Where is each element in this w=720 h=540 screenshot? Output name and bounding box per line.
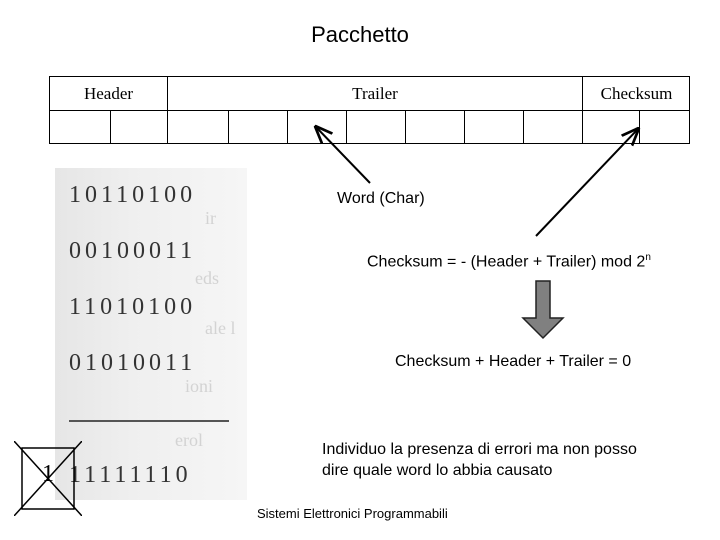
- checksum-formula: [367, 252, 651, 271]
- sum-result: 11111110: [69, 462, 192, 488]
- word-2: 00100011: [69, 238, 197, 264]
- error-note-line-1: Individuo la presenza di errori ma non posso: [322, 441, 637, 458]
- word-4: 01010011: [69, 350, 197, 376]
- checksum-field-label: Checksum: [600, 83, 673, 103]
- scan-noise: eds: [195, 268, 219, 288]
- checksum-formula-exponent: n: [645, 252, 651, 263]
- header-field-label: Header: [83, 83, 134, 103]
- checksum-formula-text: Checksum = - (Header + Trailer) mod 2: [367, 253, 646, 271]
- checksum-verification: Checksum + Header + Trailer = 0: [395, 353, 632, 370]
- down-arrow-icon: [523, 281, 563, 338]
- word-pointer-arrow: [316, 127, 370, 183]
- checksum-pointer-arrow: [536, 129, 638, 236]
- scan-noise: ale l: [205, 318, 236, 338]
- trailer-field-label: Trailer: [352, 83, 398, 103]
- footer-text: Sistemi Elettronici Programmabili: [257, 506, 448, 521]
- scan-noise: ioni: [185, 376, 214, 396]
- error-note-line-2: dire quale word lo abbia causato: [322, 462, 553, 479]
- word-1: 10110100: [69, 182, 197, 208]
- carry-digit: 1: [42, 461, 54, 487]
- scan-noise: ir: [205, 208, 216, 228]
- word-label: Word (Char): [337, 190, 425, 207]
- diagram-title: Pacchetto: [311, 22, 409, 47]
- scan-noise: erol: [175, 430, 203, 450]
- word-3: 11010100: [69, 294, 197, 320]
